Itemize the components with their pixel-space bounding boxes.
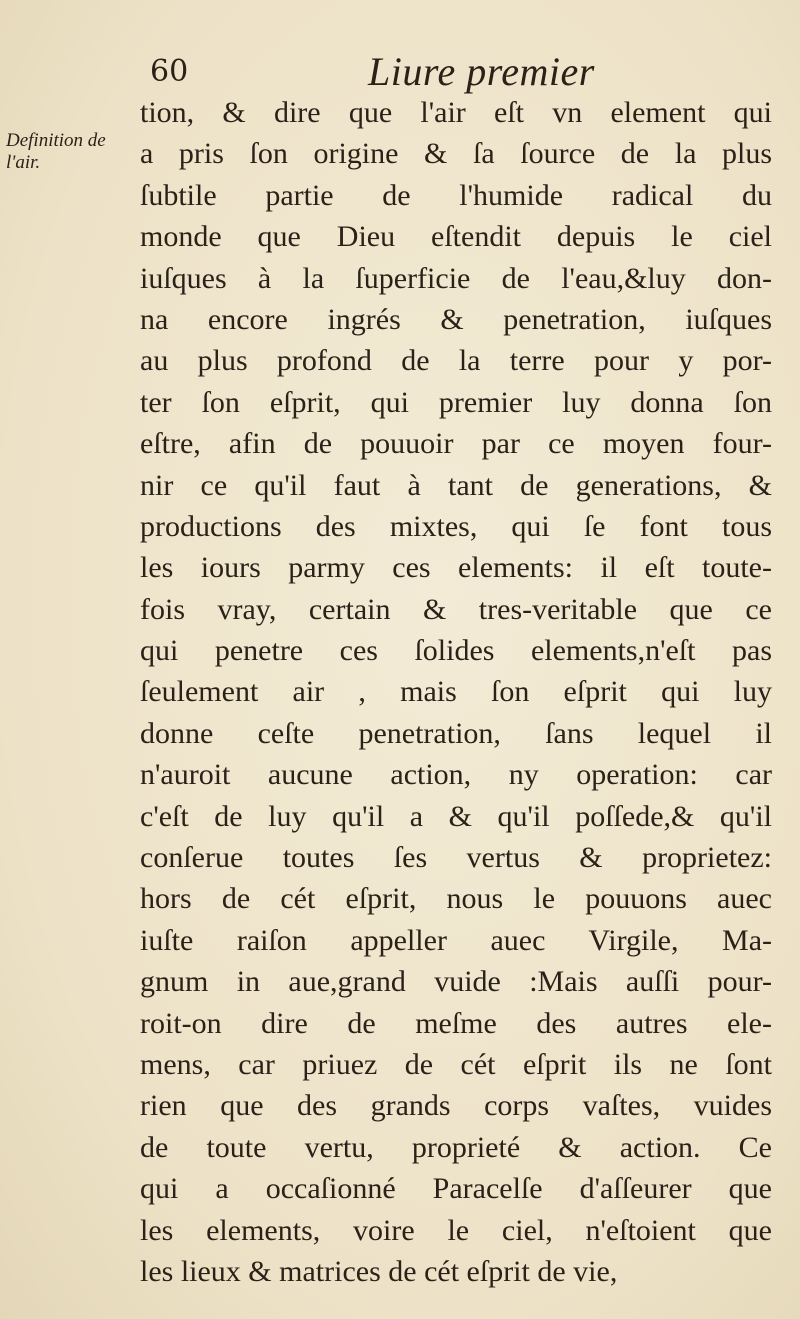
text-line: c'eſt de luy qu'il a & qu'il poſſede,& qu'il bbox=[140, 799, 772, 833]
page-number: 60 bbox=[150, 54, 189, 89]
text-line: fois vray, certain & tres-veritable que ce bbox=[140, 592, 772, 626]
text-line: iuſte raiſon appeller auec Virgile, Ma- bbox=[140, 923, 772, 957]
text-line: eſtre, afin de pouuoir par ce moyen four- bbox=[140, 427, 772, 461]
text-line: a pris ſon origine & ſa ſource de la plus bbox=[140, 137, 772, 171]
text-line: productions des mixtes, qui ſe font tous bbox=[140, 509, 772, 543]
text-line: tion, & dire que l'air eſt vn element qui bbox=[140, 96, 772, 129]
body-text bbox=[140, 92, 772, 1292]
text-line: mens, car priuez de cét eſprit ils ne ſont bbox=[140, 1047, 772, 1081]
text-line: qui penetre ces ſolides elements,n'eſt pas bbox=[140, 634, 772, 668]
text-line: les lieux & matrices de cét eſprit de vie, bbox=[140, 1254, 618, 1288]
text-line: rien que des grands corps vaſtes, vuides bbox=[140, 1089, 772, 1123]
text-line: n'auroit aucune action, ny operation: car bbox=[140, 758, 772, 792]
text-line: ſeulement air , mais ſon eſprit qui luy bbox=[140, 675, 772, 709]
text-line: monde que Dieu eſtendit depuis le ciel bbox=[140, 220, 772, 254]
text-line: hors de cét eſprit, nous le pouuons auec bbox=[140, 882, 772, 916]
text-line: les iours parmy ces elements: il eſt toute- bbox=[140, 551, 772, 585]
text-line: ter ſon eſprit, qui premier luy donna ſon bbox=[140, 385, 772, 419]
running-title: Liure premier bbox=[368, 49, 595, 94]
text-line: donne ceſte penetration, ſans lequel il bbox=[140, 716, 772, 750]
text-line: au plus profond de la terre pour y por- bbox=[140, 344, 772, 378]
text-line: les elements, voire le ciel, n'eſtoient que bbox=[140, 1213, 772, 1247]
margin-note: Definition de l'air. bbox=[6, 130, 106, 173]
text-line: na encore ingrés & penetration, iuſques bbox=[140, 302, 772, 336]
text-line: de toute vertu, proprieté & action. Ce bbox=[140, 1130, 772, 1164]
text-line: gnum in aue,grand vuide :Mais auſſi pour- bbox=[140, 965, 772, 999]
text-line: iuſques à la ſuperficie de l'eau,&luy don- bbox=[140, 261, 772, 295]
text-line: roit-on dire de meſme des autres ele- bbox=[140, 1006, 772, 1040]
text-line: nir ce qu'il faut à tant de generations, & bbox=[140, 468, 772, 502]
text-line: qui a occaſionné Paracelſe d'aſſeurer que bbox=[140, 1172, 772, 1206]
text-line: ſubtile partie de l'humide radical du bbox=[140, 178, 772, 212]
text-line: conſerue toutes ſes vertus & proprietez: bbox=[140, 841, 772, 875]
